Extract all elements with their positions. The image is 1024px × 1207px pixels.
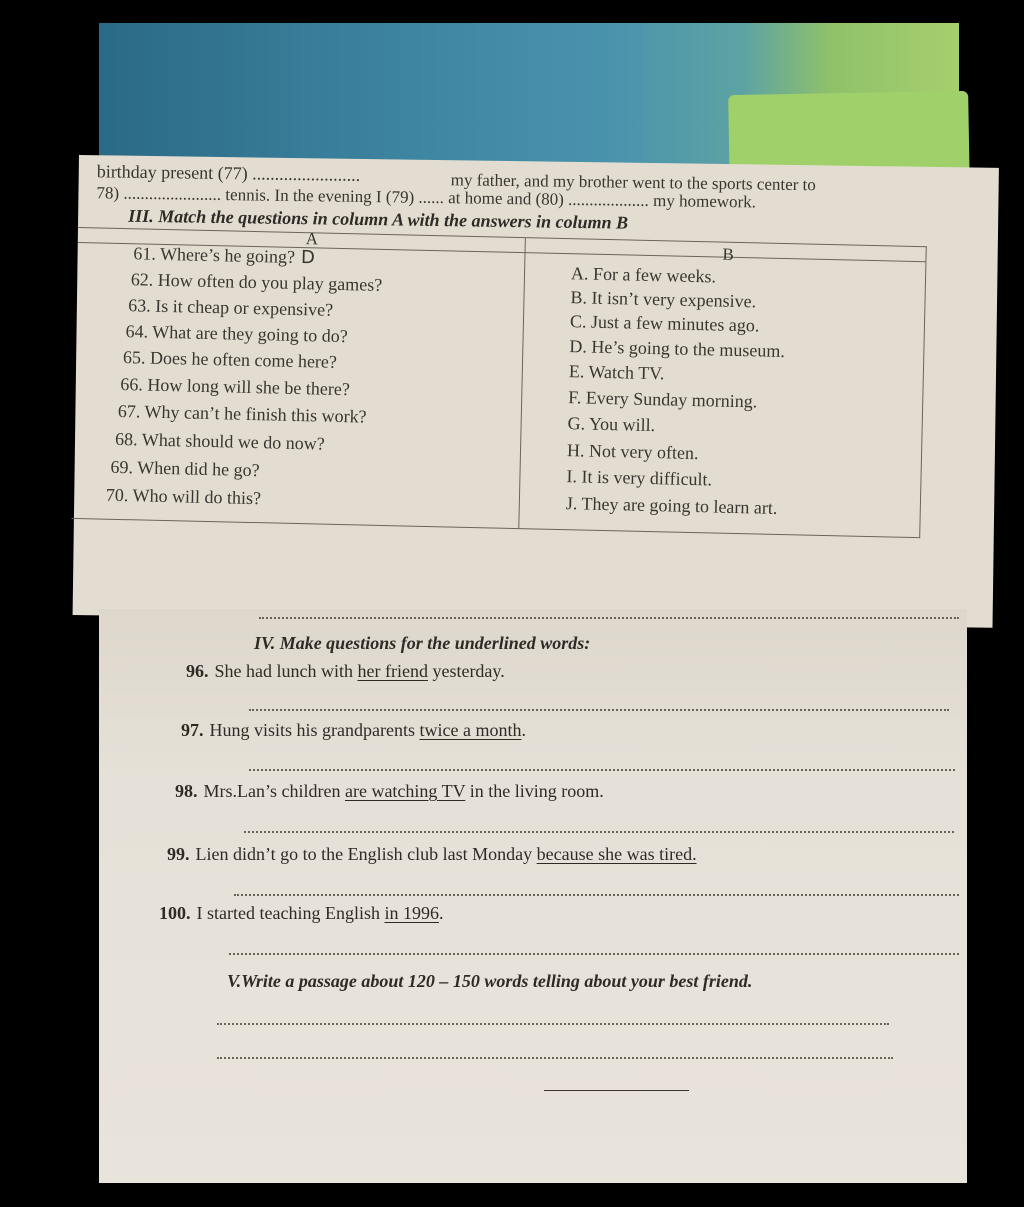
paper-sheet bbox=[73, 155, 999, 628]
answer-f: F. Every Sunday morning. bbox=[568, 387, 758, 412]
passage-line-2[interactable] bbox=[217, 1057, 893, 1059]
question-98-text: Mrs.Lan’s children bbox=[203, 781, 345, 801]
question-66: 66. How long will she be there? bbox=[120, 373, 351, 400]
line2-part-c: at home and (80) bbox=[448, 188, 564, 209]
answer-line-100[interactable] bbox=[229, 953, 959, 955]
section-5-title: V.Write a passage about 120 – 150 words telling about your best friend. bbox=[227, 971, 753, 991]
question-63: 63. Is it cheap or expensive? bbox=[128, 295, 334, 320]
question-98-number: 98. bbox=[175, 781, 198, 801]
question-96 bbox=[186, 661, 505, 682]
handwritten-stroke bbox=[544, 1090, 689, 1091]
question-100 bbox=[159, 903, 443, 924]
passage-line-1[interactable] bbox=[217, 1023, 889, 1025]
answer-a: A. For a few weeks. bbox=[570, 263, 717, 287]
worksheet-photo-top bbox=[96, 23, 959, 577]
handwritten-answer-mark: D bbox=[300, 247, 316, 269]
question-65: 65. Does he often come here? bbox=[122, 347, 338, 372]
answer-g: G. You will. bbox=[567, 413, 656, 436]
question-64: 64. What are they going to do? bbox=[125, 321, 348, 347]
question-98-end: in the living room. bbox=[465, 781, 604, 801]
question-100-number: 100. bbox=[159, 903, 191, 923]
question-62: 62. How often do you play games? bbox=[130, 269, 383, 295]
answer-j: J. They are going to learn art. bbox=[565, 493, 778, 518]
question-99-text: Lien didn’t go to the English club last Monday bbox=[195, 844, 537, 864]
section-4-title: IV. Make questions for the underlined words: bbox=[254, 633, 591, 653]
answer-line-96[interactable] bbox=[249, 709, 949, 711]
question-96-underlined: her friend bbox=[357, 661, 428, 681]
question-97-underlined: twice a month bbox=[419, 720, 522, 740]
question-61-text: 61. Where’s he going? bbox=[133, 243, 296, 267]
paper-sheet-2 bbox=[99, 609, 967, 1183]
question-70: 70. Who will do this? bbox=[105, 484, 262, 509]
question-99-number: 99. bbox=[167, 844, 190, 864]
question-67: 67. Why can’t he finish this work? bbox=[117, 400, 367, 427]
question-97 bbox=[181, 720, 526, 741]
question-96-number: 96. bbox=[186, 661, 209, 681]
text-line-father: my father, and my brother went to the sports center to bbox=[450, 170, 816, 195]
text-line-77 bbox=[97, 161, 361, 186]
question-97-text: Hung visits his grandparents bbox=[209, 720, 420, 740]
question-96-text: She had lunch with bbox=[214, 661, 358, 681]
question-98 bbox=[175, 781, 604, 802]
line2-part-d: my homework. bbox=[652, 191, 757, 212]
question-69: 69. When did he go? bbox=[110, 456, 260, 481]
table-column-divider bbox=[518, 238, 526, 528]
question-68: 68. What should we do now? bbox=[114, 428, 326, 454]
question-100-text: I started teaching English bbox=[196, 903, 385, 923]
answer-h: H. Not very often. bbox=[566, 440, 699, 464]
question-97-number: 97. bbox=[181, 720, 204, 740]
answer-line-top bbox=[259, 617, 959, 619]
answer-b: B. It isn’t very expensive. bbox=[570, 287, 757, 312]
question-99 bbox=[167, 844, 697, 865]
blank-80: ................... bbox=[567, 189, 649, 210]
worksheet-photo-bottom bbox=[99, 609, 967, 1183]
answer-d: D. He’s going to the museum. bbox=[569, 336, 786, 362]
line2-part-b: tennis. In the evening I (79) bbox=[225, 185, 415, 207]
column-b-heading: B bbox=[722, 244, 735, 264]
answer-c: C. Just a few minutes ago. bbox=[569, 311, 760, 336]
question-99-underlined: because she was tired. bbox=[536, 844, 697, 864]
answer-line-98[interactable] bbox=[244, 831, 954, 833]
question-100-end: . bbox=[438, 903, 444, 923]
line2-part-a: 78) bbox=[96, 183, 120, 203]
question-98-underlined: are watching TV bbox=[344, 781, 466, 801]
question-61 bbox=[133, 243, 315, 268]
question-96-end: yesterday. bbox=[427, 661, 505, 681]
column-a-heading: A bbox=[305, 229, 319, 249]
blank-77: ........................ bbox=[252, 163, 361, 185]
question-100-underlined: in 1996 bbox=[384, 903, 439, 923]
answer-line-99[interactable] bbox=[234, 894, 959, 896]
answer-i: I. It is very difficult. bbox=[566, 466, 713, 490]
answer-line-97[interactable] bbox=[249, 769, 955, 771]
matching-table bbox=[71, 227, 926, 538]
question-97-end: . bbox=[521, 720, 526, 740]
section-3-title: III. Match the questions in column A with the answers in column B bbox=[128, 205, 629, 233]
line1-part-a: birthday present (77) bbox=[96, 161, 248, 184]
blank-78: ....................... bbox=[123, 183, 222, 204]
blank-79: ...... bbox=[418, 187, 445, 208]
answer-e: E. Watch TV. bbox=[568, 361, 665, 384]
